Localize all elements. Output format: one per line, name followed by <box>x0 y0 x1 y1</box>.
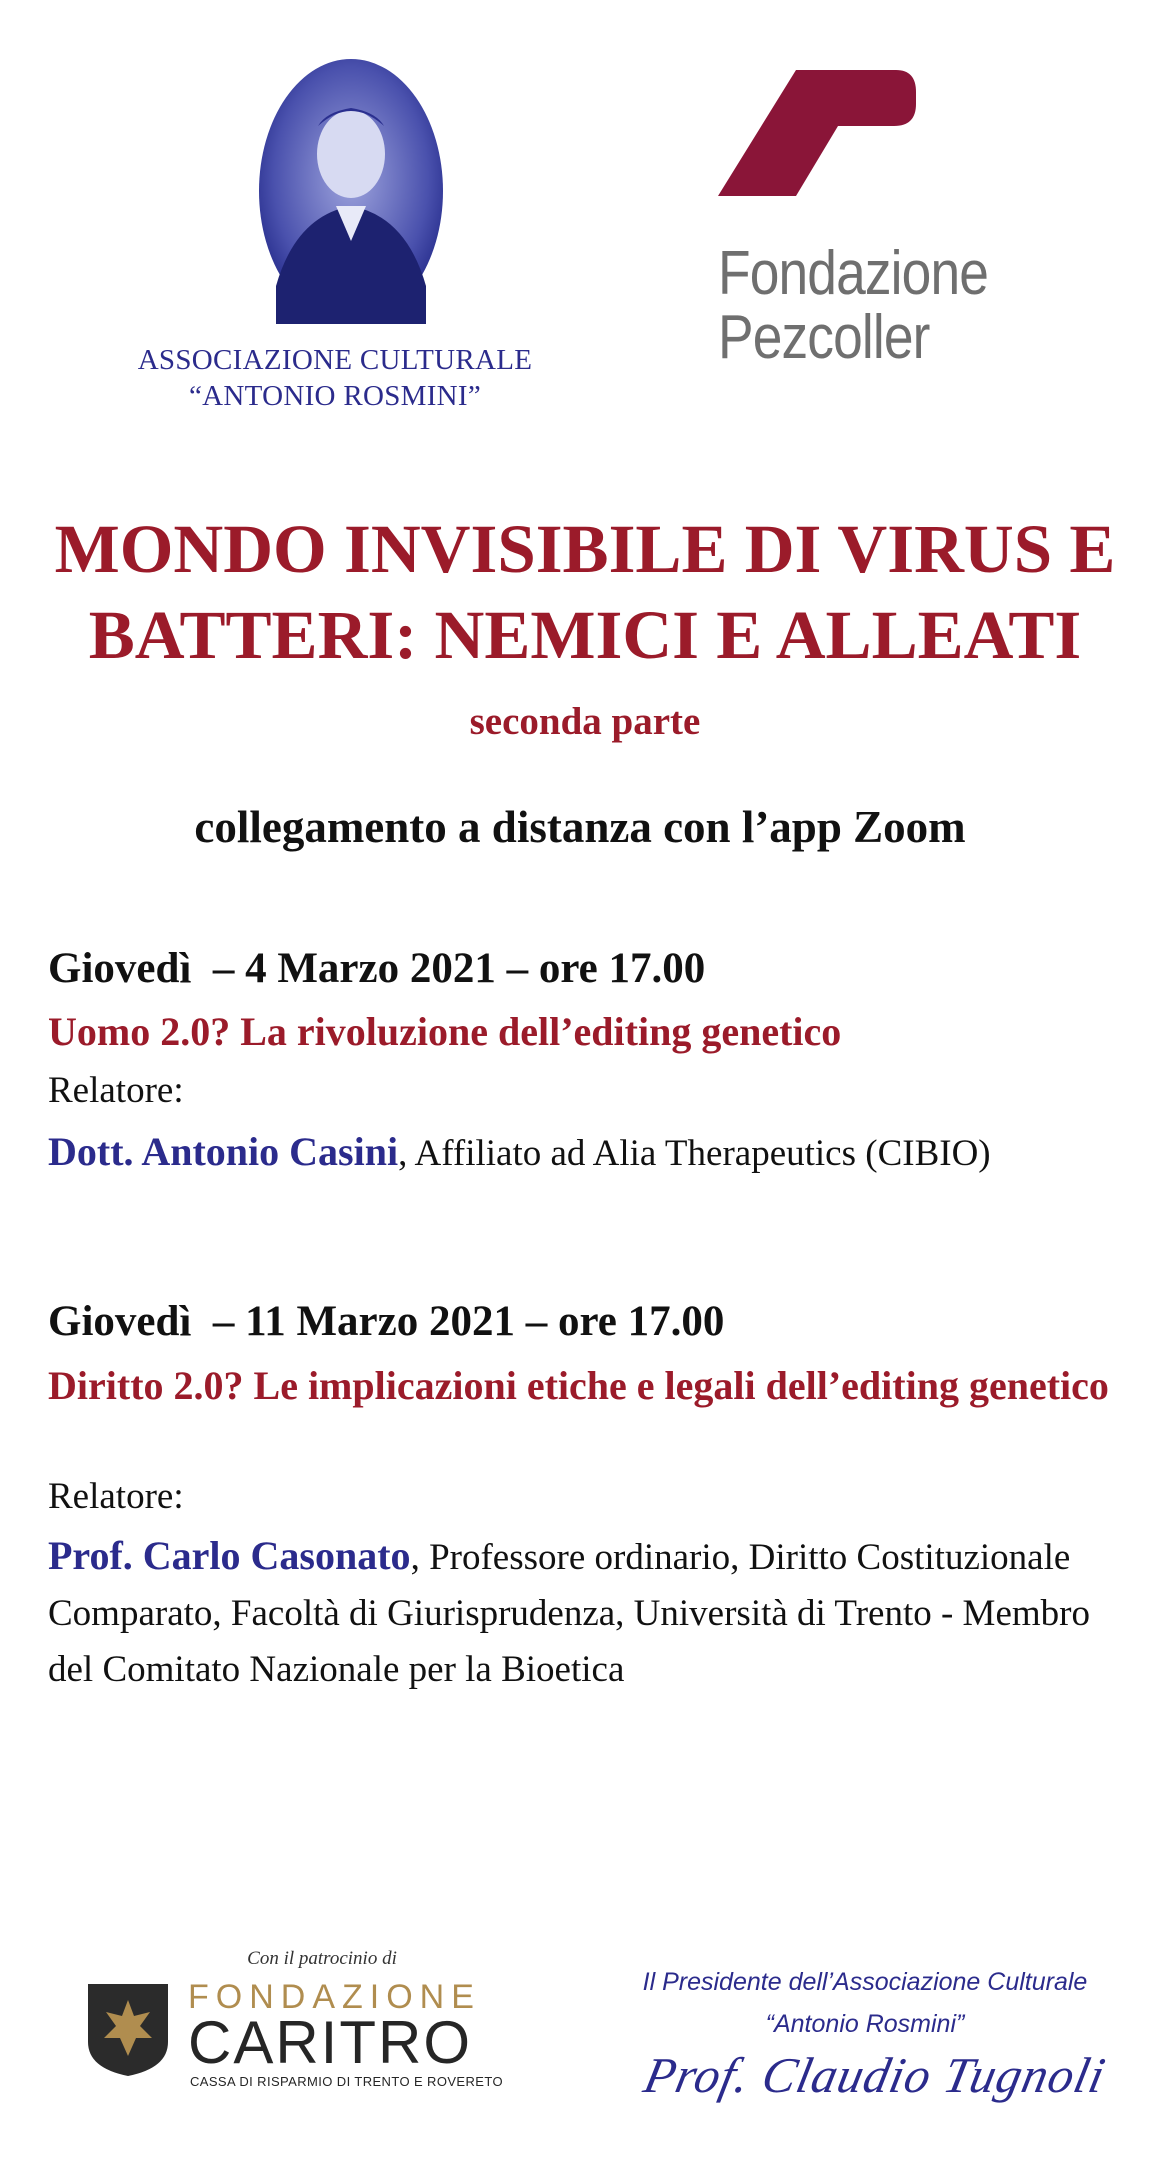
caritro-line1: FONDAZIONE <box>188 1978 481 2016</box>
association-line2: “ANTONIO ROSMINI” <box>188 380 482 412</box>
subtitle: seconda parte <box>469 700 701 743</box>
patronage-label: Con il patrocinio di <box>247 1948 397 1969</box>
fondazione-line2: Pezcoller <box>718 303 930 372</box>
fondazione-line1: Fondazione <box>718 239 989 308</box>
event-1-speaker-info: , Affiliato ad Alia Therapeutics (CIBIO) <box>398 1133 991 1174</box>
main-title <box>20 506 1150 678</box>
caritro-line3: CASSA DI RISPARMIO DI TRENTO E ROVERETO <box>190 2074 503 2089</box>
event-2-speaker <box>48 1528 1138 1698</box>
rosmini-portrait <box>256 56 446 326</box>
caritro-line2: CARITRO <box>188 2009 472 2076</box>
pezcoller-logo-mark <box>718 70 918 196</box>
event-2-speaker-label: Relatore: <box>48 1476 184 1517</box>
event-2-date: Giovedì – 11 Marzo 2021 – ore 17.00 <box>48 1298 725 1345</box>
main-title-line2: BATTERI: NEMICI E ALLEATI <box>88 597 1082 673</box>
association-name <box>100 342 570 414</box>
event-1-date: Giovedì – 4 Marzo 2021 – ore 17.00 <box>48 945 706 992</box>
event-1-talk-title: Uomo 2.0? La rivoluzione dell’editing genetico <box>48 1009 842 1054</box>
president-title: Il Presidente dell’Associazione Culturale <box>642 1968 1088 1996</box>
caritro-emblem-icon <box>86 1982 170 2078</box>
event-2-speaker-name: Prof. Carlo Casonato <box>48 1533 411 1578</box>
event-2-talk-title: Diritto 2.0? Le implicazioni etiche e legali dell’editing genetico <box>48 1363 1109 1408</box>
connection-info: collegamento a distanza con l’app Zoom <box>194 802 966 852</box>
event-2-speaker-info: , Professore ordinario, Diritto Costituzionale Comparato, Facoltà di Giurisprudenza, Università di Trento - Membro del Comitato Nazionale per la Bioetica <box>48 1537 1090 1690</box>
event-1-speaker-name: Dott. Antonio Casini <box>48 1129 399 1174</box>
pezcoller-logo-text <box>718 239 1002 372</box>
president-signature: Prof. Claudio Tugnoli <box>639 2047 1111 2103</box>
association-line1: ASSOCIAZIONE CULTURALE <box>137 344 533 376</box>
president-association: “Antonio Rosmini” <box>765 2010 965 2038</box>
main-title-line1: MONDO INVISIBILE DI VIRUS E <box>54 511 1116 587</box>
event-1-speaker <box>48 1124 1122 1182</box>
event-1-speaker-label: Relatore: <box>48 1070 184 1111</box>
